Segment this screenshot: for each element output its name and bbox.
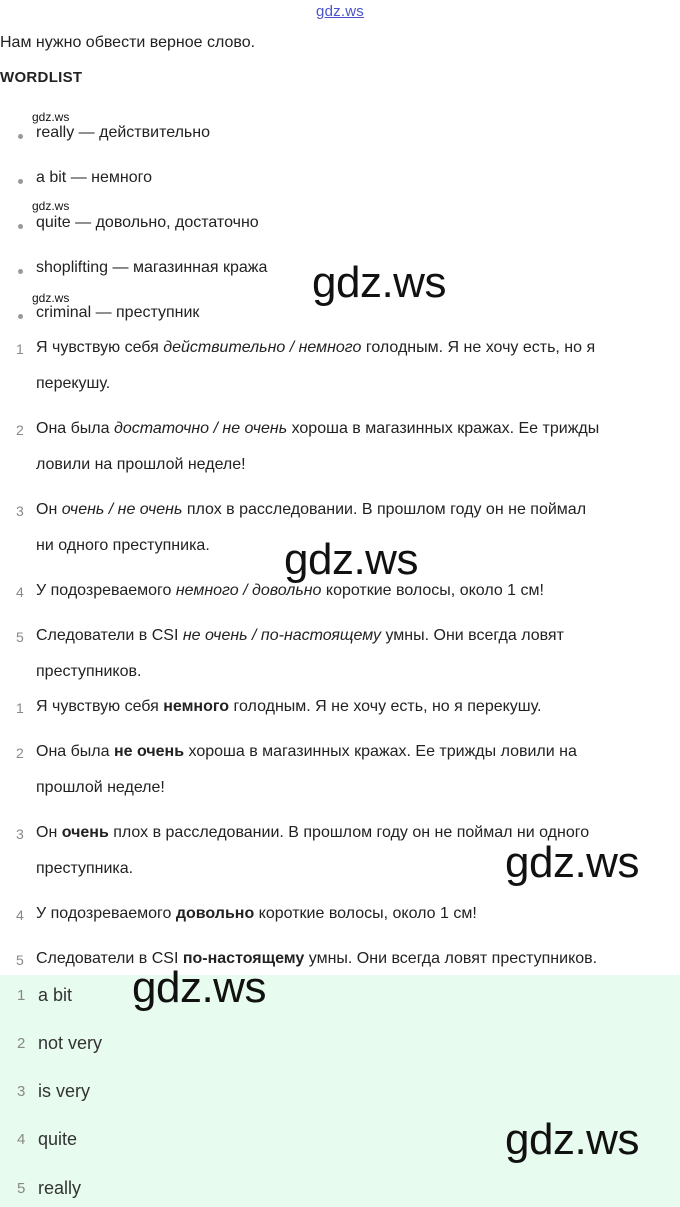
watermark: gdz.ws [32,199,70,213]
text-part: голодным. Я не хочу есть, но я [361,339,596,356]
watermark: gdz.ws [32,291,70,305]
answers-panel [0,975,680,1207]
item-number: 4 [16,584,24,600]
answer-word: по-настоящему [182,950,305,967]
item-number: 5 [17,1180,26,1197]
text-part: Она была [36,743,114,760]
text-part: голодным. Я не хочу есть, но я перекушу. [229,698,542,715]
options: не очень / по-настоящему [182,627,382,644]
site-link[interactable]: gdz.ws [316,3,364,20]
options: очень / не очень [61,501,183,518]
item-line: перекушу. [36,375,111,392]
bullet-icon [18,224,23,229]
text-part: умны. Они всегда ловят преступников. [304,950,598,967]
text-part: Он [36,824,62,841]
item-line: прошлой неделе! [36,779,165,796]
text-part: У подозреваемого [36,582,176,599]
item-line [36,492,676,528]
options: немного / довольно [175,582,322,599]
text-part: умны. Они всегда ловят [381,627,564,644]
item-line: преступников. [36,663,142,680]
bullet-icon [18,269,23,274]
text-part: короткие волосы, около 1 см! [321,582,544,599]
item-number: 4 [17,1131,26,1148]
answer-word: не очень [113,743,185,760]
item-line [36,330,676,366]
answer-text: quite [38,1129,78,1149]
watermark: gdz.ws [132,963,266,1012]
wordlist-item: really — действительно [36,124,210,141]
item-number: 1 [17,987,26,1004]
item-line: преступника. [36,860,134,877]
watermark: gdz.ws [505,1115,639,1164]
text-part: плох в расследовании. В прошлом году он не поймал [182,501,587,518]
item-number: 2 [16,422,24,438]
bullet-icon [18,179,23,184]
item-line [36,896,676,932]
options: действительно / немного [163,339,362,356]
item-line: ни одного преступника. [36,537,210,554]
watermark: gdz.ws [284,535,418,584]
intro-text: Нам нужно обвести верное слово. [0,34,256,51]
answer-text: not very [38,1033,103,1053]
text-part: плох в расследовании. В прошлом году он не поймал ни одного [108,824,590,841]
bullet-icon [18,134,23,139]
wordlist-item: a bit — немного [36,169,152,186]
wordlist-item: quite — довольно, достаточно [36,214,259,231]
watermark: gdz.ws [505,838,639,887]
text-part: Он [36,501,62,518]
watermark: gdz.ws [312,258,446,307]
text-part: Она была [36,420,114,437]
text-part: Следователи в CSI [36,627,183,644]
text-part: хороша в магазинных кражах. Ее трижды ловили на [184,743,577,760]
item-number: 5 [16,629,24,645]
answer-word: довольно [175,905,255,922]
item-number: 3 [17,1083,26,1100]
item-number: 5 [16,952,24,968]
text-part: У подозреваемого [36,905,176,922]
wordlist-item: shoplifting — магазинная кража [36,259,268,276]
options: достаточно / не очень [113,420,288,437]
wordlist-heading: WORDLIST [0,69,83,86]
item-line [36,689,676,725]
item-line: ловили на прошлой неделе! [36,456,246,473]
text-part: Я чувствую себя [36,698,164,715]
item-line [36,734,676,770]
answer-word: немного [163,698,230,715]
text-part: короткие волосы, около 1 см! [254,905,477,922]
text-part: Я чувствую себя [36,339,164,356]
answer-word: очень [61,824,109,841]
answer-text: a bit [38,985,73,1005]
item-number: 3 [16,503,24,519]
text-part: Следователи в CSI [36,950,183,967]
answer-text: really [38,1178,82,1198]
item-number: 1 [16,700,24,716]
text-part: хороша в магазинных кражах. Ее трижды [287,420,600,437]
bullet-icon [18,314,23,319]
answer-text: is very [38,1081,91,1101]
item-line [36,411,676,447]
item-line [36,618,676,654]
item-number: 2 [17,1035,26,1052]
item-number: 2 [16,745,24,761]
watermark: gdz.ws [32,110,70,124]
item-number: 3 [16,826,24,842]
item-number: 1 [16,341,24,357]
item-number: 4 [16,907,24,923]
wordlist-item: criminal — преступник [36,304,200,321]
